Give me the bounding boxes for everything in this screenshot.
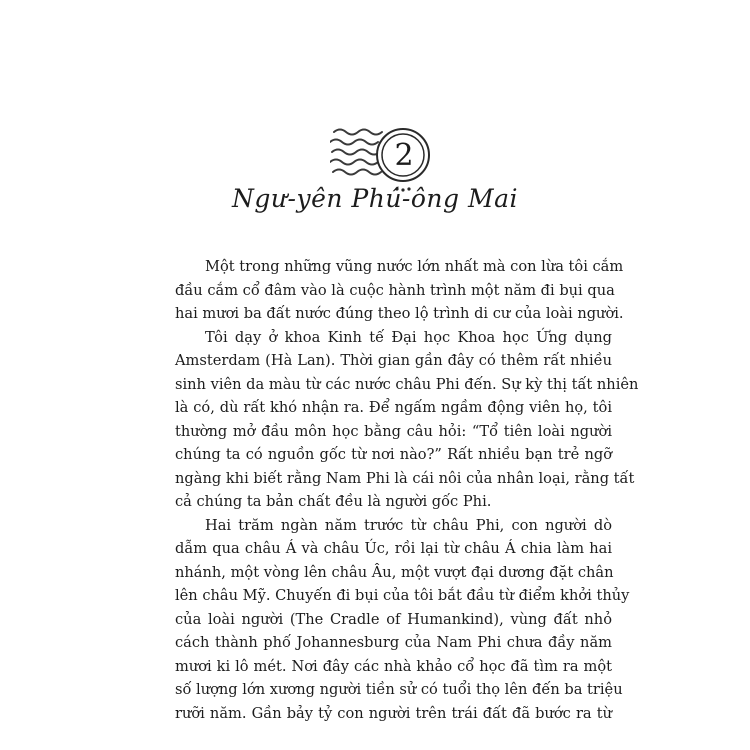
text-line: rưỡi năm. Gần bảy tỷ con người trên trái đất đã bước ra từ — [175, 704, 612, 722]
text-line: mươi ki lô mét. Nơi đây các nhà khảo cổ học đã tìm ra một — [175, 657, 612, 675]
text-line: nhánh, một vòng lên châu Âu, một vượt đại dương đặt chân — [175, 563, 614, 581]
text-line: thường mở đầu môn học bằng câu hỏi: “Tổ tiên loài người — [175, 422, 612, 440]
text-line: ngàng khi biết rằng Nam Phi là cái nôi của nhân loại, rằng tất — [175, 469, 635, 487]
text-line: cách thành phố Johannesburg của Nam Phi chưa đầy năm — [175, 634, 612, 651]
chapter-body — [175, 255, 639, 725]
text-line: Amsterdam (Hà Lan). Thời gian gần đây có thêm rất nhiều — [175, 352, 612, 369]
text-line: cả chúng ta bản chất đều là người gốc Phi. — [175, 493, 492, 510]
text-line: lên châu Mỹ. Chuyến đi bụi của tôi bắt đầu từ điểm khởi thủy — [175, 587, 630, 604]
text-line: là có, dù rất khó nhận ra. Để ngấm ngầm động viên họ, tôi — [175, 399, 612, 416]
text-line: dẫm qua châu Á và châu Úc, rồi lại từ châu Á chia làm hai — [175, 540, 612, 557]
text-line: hai mươi ba đất nước đúng theo lộ trình di cư của loài người. — [175, 305, 624, 322]
chapter-number: 2 — [394, 138, 414, 173]
text-line: Tôi dạy ở khoa Kinh tế Đại học Khoa học Ứng dụng — [205, 328, 612, 346]
text-line: Một trong những vũng nước lớn nhất mà con lừa tôi cắm — [205, 258, 624, 275]
text-line: của loài người (The Cradle of Humankind), vùng đất nhỏ — [175, 610, 612, 628]
text-line: sinh viên da màu từ các nước châu Phi đến. Sự kỳ thị tất nhiên — [175, 375, 639, 393]
text-line: đầu cắm cổ đâm vào là cuộc hành trình một năm đi bụi qua — [175, 281, 615, 299]
chapter-title: Ngư-yên Phú-ông Mai — [232, 184, 518, 213]
text-line: Hai trăm ngàn năm trước từ châu Phi, con người dò — [205, 516, 612, 534]
text-line: số lượng lớn xương người tiền sử có tuổi thọ lên đến ba triệu — [175, 681, 623, 698]
text-line: chúng ta có nguồn gốc từ nơi nào?” Rất nhiều bạn trẻ ngỡ — [175, 446, 612, 463]
